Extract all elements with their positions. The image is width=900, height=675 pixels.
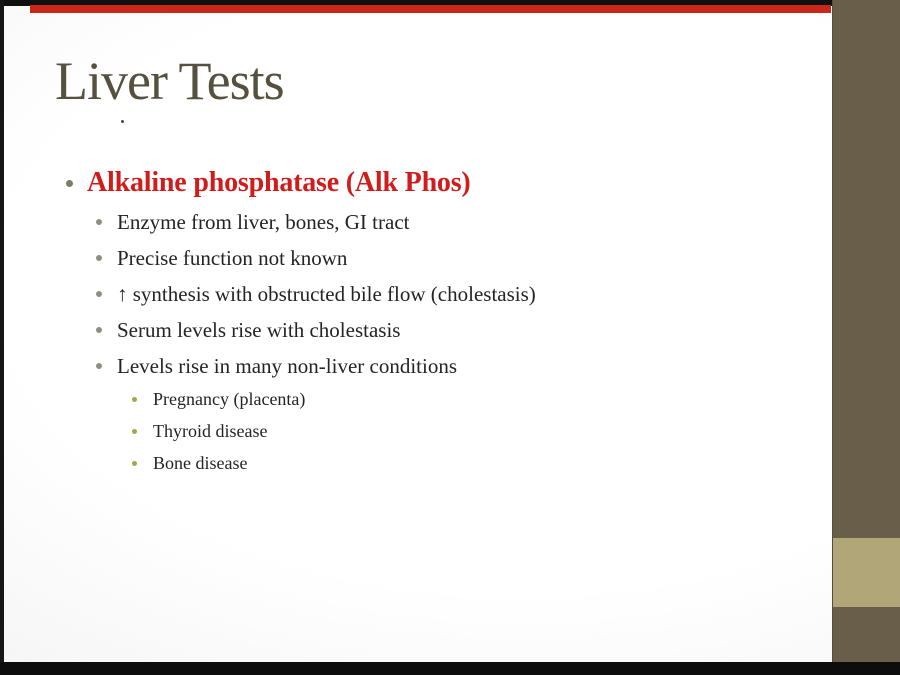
list-item <box>96 276 536 312</box>
bullet-level2-icon <box>96 291 102 297</box>
list-item <box>96 204 536 240</box>
bullet-level1-icon <box>66 180 73 187</box>
list-item <box>132 447 305 479</box>
heading-row <box>66 166 471 200</box>
letterbox-bottom-bar <box>0 662 900 675</box>
sub-bullet-text: Precise function not known <box>117 245 348 270</box>
list-item <box>96 240 536 276</box>
accent-sidebar <box>832 0 900 675</box>
slide-title: Liver Tests <box>55 51 284 111</box>
list-item <box>132 415 305 447</box>
letterbox-left-bar <box>0 0 4 675</box>
sub-sub-bullet-text: Thyroid disease <box>153 420 268 441</box>
sub-sub-bullet-list <box>132 383 305 479</box>
sub-bullet-text: Serum levels rise with cholestasis <box>117 317 401 342</box>
bullet-level2-icon <box>96 255 102 261</box>
list-item <box>96 348 536 384</box>
bullet-level3-icon <box>132 397 137 402</box>
bullet-level2-icon <box>96 219 102 225</box>
heading-alk-phos: Alkaline phosphatase (Alk Phos) <box>87 167 471 198</box>
sub-bullet-list <box>96 204 536 384</box>
list-item <box>96 312 536 348</box>
bullet-level2-icon <box>96 363 102 369</box>
sub-bullet-text: Levels rise in many non-liver conditions <box>117 353 458 378</box>
sub-sub-bullet-text: Bone disease <box>153 452 248 473</box>
sub-bullet-text: Enzyme from liver, bones, GI tract <box>117 209 410 234</box>
bullet-level3-icon <box>132 461 137 466</box>
video-progress-bar <box>30 5 831 13</box>
bullet-level3-icon <box>132 429 137 434</box>
list-item <box>132 383 305 415</box>
stray-period-dot <box>121 120 124 123</box>
accent-sidebar-band <box>833 538 900 607</box>
sub-bullet-text: ↑ synthesis with obstructed bile flow (cholestasis) <box>117 281 536 306</box>
bullet-level2-icon <box>96 327 102 333</box>
sub-sub-bullet-text: Pregnancy (placenta) <box>153 388 306 409</box>
